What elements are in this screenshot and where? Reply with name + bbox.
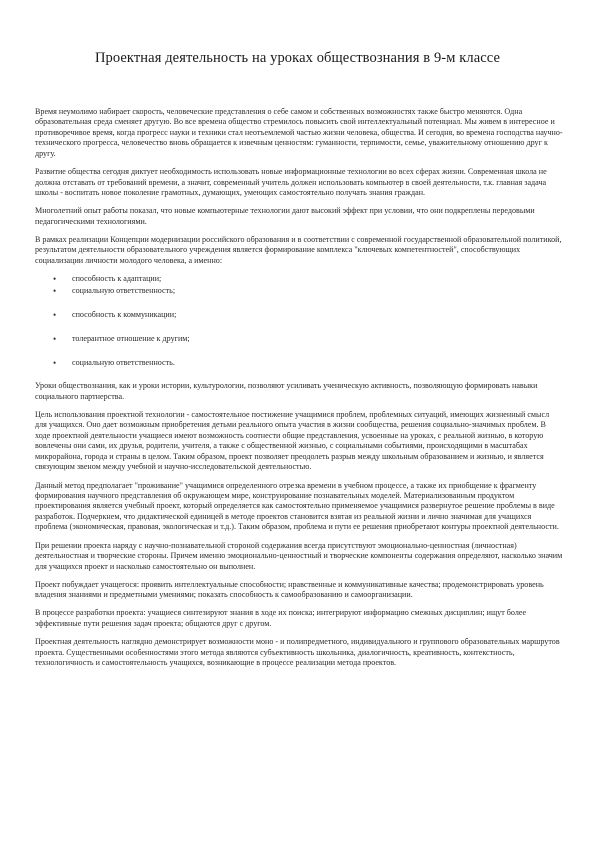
list-item-text: способность к адаптации;: [72, 273, 162, 283]
bullet-icon: •: [53, 358, 57, 369]
list-item: [35, 274, 563, 284]
bullet-icon: •: [53, 310, 57, 321]
paragraph: При решении проекта наряду с научно-познавательной стороной содержания всегда присутствуют эмоционально-ценностная (личностная) деятельностная и творческие стороны. Причем именно эмоционально-ценностный и творческие компоненты содержания определяют, насколько значим для учащихся проект и насколько самостоятельно он выполнен.: [35, 540, 563, 571]
list-item: [35, 286, 563, 296]
paragraph: Проект побуждает учащегося: проявить интеллектуальные способности; нравственные и коммуникативные качества; продемонстрировать уровень владения знаниями и предметными умениями; показать способность к самообразованию и самоорганизации.: [35, 579, 544, 600]
paragraph: Многолетний опыт работы показал, что новые компьютерные технологии дают высокий эффект при условии, что они подкреплены передовыми педагогическими технологиями.: [35, 206, 535, 226]
document-title: Проектная деятельность на уроках обществознания в 9-м классе: [94, 50, 501, 66]
list-item-text: способность к коммуникации;: [72, 310, 177, 320]
paragraph: Уроки обществознания, как и уроки истории, культурологии, позволяют усиливать ученическую активность, позволяющую формировать навыки социального партнерства.: [35, 381, 538, 401]
document-body: [35, 107, 563, 676]
bullet-icon: •: [53, 334, 57, 345]
list-item: [35, 334, 563, 344]
list-item-text: социальную ответственность;: [72, 286, 176, 296]
paragraph: В рамках реализации Концепции модернизации российского образования и в соответствии с современной государственной образовательной политикой, результатом деятельности образовательного учреждения является формирование комплекса "ключевых компетентностей", способствующих социализации личности молодого человека, а именно:: [35, 234, 562, 265]
bullet-icon: •: [53, 273, 57, 284]
bullet-icon: •: [53, 286, 57, 297]
paragraph: Данный метод предполагает "проживание" учащимися определенного отрезка времени в учебном процессе, а также их приобщение к фрагменту формирования научного представления об окружающем мире, конструирование познавательных моделей. Материализованным продуктом проектирования является учебный проект, который определяется как самостоятельно применяемое учащимися развернутое решение проблемы в виде разработок. Подчеркнем, что дидактической единицей в методе проектов становится взятая из реальной жизни и лично значимая для учащихся проблема (экономическая, правовая, экологическая и т.д.). Таким образом, проблема и пути ее решения приобретают контуры проектной деятельности.: [35, 480, 559, 532]
list-item-text: социальную ответственность.: [72, 358, 175, 368]
paragraph: В процессе разработки проекта: учащиеся синтезируют знания в ходе их поиска; интегрируют информацию смежных дисциплин; ищут более эффективные пути решения задач проекта; общаются друг с другом.: [35, 608, 527, 628]
paragraph: Цель использования проектной технологии - самостоятельное постижение учащимися проблем, проблемных ситуаций, имеющих жизненный смысл для учащихся. Оно дает возможным приобретения детьми реального опыта участия в жизни сообщества, решения социально-значимых проблем. В ходе проектной деятельности учащиеся имеют возможность соотнести общие представления, усвоенные на уроках, с реальной жизнью, в которую вовлечены они сами, их друзья, родители, учителя, а также с общественной жизнью, с социальными событиями, происходящими в масштабах микрорайона, города и страны в целом. Таким образом, проект позволяет преодолеть разрыв между школьным образованием и жизнью, и является связующим звеном между учебной и научно-исследовательской деятельностью.: [35, 410, 550, 472]
competencies-list: [35, 274, 563, 369]
list-item: [35, 358, 563, 368]
list-item-text: толерантное отношение к другим;: [72, 334, 190, 344]
list-item: [35, 310, 563, 320]
paragraph: Проектная деятельность наглядно демонстрирует возможности моно - и полипредметного, индивидуального и группового образовательных маршрутов проекта. Существенными особенностями этого метода являются субъективность школьника, диалогичность, креативность, контекстность, технологичность и самостоятельность учащихся, возникающие в процессе реализации метода проектов.: [35, 637, 560, 668]
paragraph: Время неумолимо набирает скорость, человеческие представления о себе самом и собственных возможностях также быстро меняются. Одна образовательная среда сменяет другую. Во все времена общество стремилось повысить свой интеллектуальный потенциал. Мы живем в интересное и противоречивое время, когда прогресс науки и техники стал неотъемлемой частью жизни человека, общества. И сегодня, во времена господства научно-технического прогресса, человечество вновь обращается к извечным ценностям: гуманности, терпимости, семье, уважительному отношению друг к другу.: [35, 107, 563, 158]
paragraph: Развитие общества сегодня диктует необходимость использовать новые информационные технологии во всех сферах жизни. Современная школа не должна отставать от требований времени, а значит, современный учитель должен использовать компьютер в своей деятельности, т.к. главная задача школы - воспитать новое поколение грамотных, думающих, умеющих самостоятельно получать знания граждан.: [35, 167, 547, 197]
